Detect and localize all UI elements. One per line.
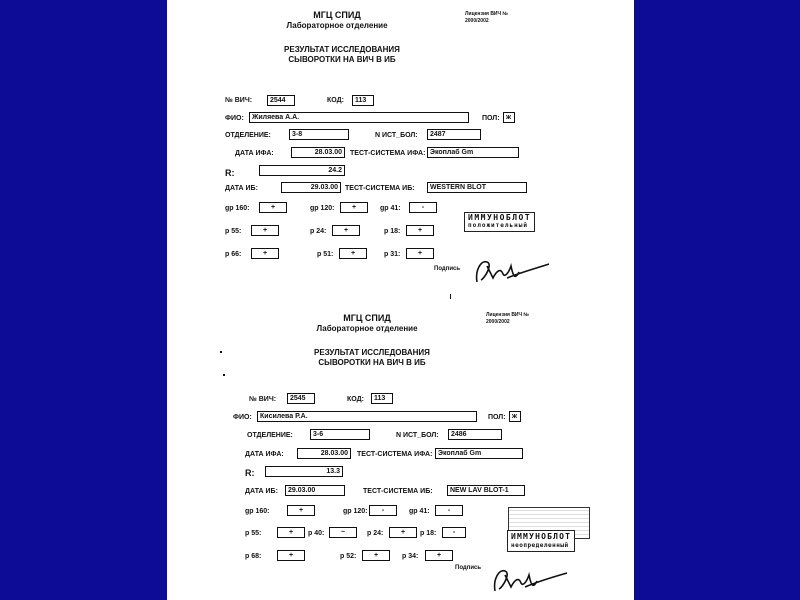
r-label: R: — [245, 468, 255, 478]
department-field: 3-8 — [289, 129, 349, 140]
ib-date-field: 29.03.00 — [285, 485, 345, 496]
protein-label: p 18: — [420, 530, 437, 537]
protein-value: + — [259, 202, 287, 213]
hiv-number-field: 2544 — [267, 95, 295, 106]
fio-label: ФИО: — [233, 414, 252, 421]
protein-value: + — [389, 527, 417, 538]
protein-value: + — [362, 550, 390, 561]
hiv-number-label: № ВИЧ: — [225, 97, 253, 104]
r-label: R: — [225, 168, 235, 178]
protein-label: p 66: — [225, 251, 242, 258]
ifa-system-label: ТЕСТ-СИСТЕМА ИФА: — [350, 150, 426, 157]
protein-value: + — [277, 527, 305, 538]
code-field: 113 — [371, 393, 393, 404]
protein-value: + — [406, 248, 434, 259]
protein-label: p 34: — [402, 553, 419, 560]
ib-system-label: ТЕСТ-СИСТЕМА ИБ: — [345, 185, 415, 192]
stamp-line-2: положительный — [468, 222, 528, 229]
code-label: КОД: — [327, 97, 344, 104]
protein-label: p 51: — [317, 251, 334, 258]
code-field: 113 — [352, 95, 374, 106]
protein-value: + — [340, 202, 368, 213]
sex-field: ж — [503, 112, 515, 123]
protein-label: gp 41: — [409, 508, 430, 515]
protein-value: - — [369, 505, 397, 516]
ib-system-label: ТЕСТ-СИСТЕМА ИБ: — [363, 488, 433, 495]
sex-label: ПОЛ: — [482, 115, 500, 122]
result-title-2: СЫВОРОТКИ НА ВИЧ В ИБ — [318, 358, 426, 367]
ifa-system-field: Экоплаб Gm — [435, 448, 523, 459]
protein-label: p 24: — [367, 530, 384, 537]
license-line-2: 2000/2002 — [486, 319, 510, 325]
protein-label: p 24: — [310, 228, 327, 235]
fio-field: Жиляева А.А. — [249, 112, 469, 123]
ib-system-field: NEW LAV BLOT-1 — [447, 485, 525, 496]
case-history-label: N ИСТ_БОЛ: — [396, 432, 439, 439]
ifa-date-field: 28.03.00 — [291, 147, 345, 158]
protein-value: + — [339, 248, 367, 259]
protein-value: + — [406, 225, 434, 236]
ifa-date-field: 28.03.00 — [297, 448, 351, 459]
license-line-2: 2000/2002 — [465, 18, 489, 24]
fio-label: ФИО: — [225, 115, 244, 122]
protein-value: + — [277, 550, 305, 561]
signature-label: Подпись — [455, 565, 482, 571]
protein-label: gp 160: — [245, 508, 270, 515]
ifa-date-label: ДАТА ИФА: — [245, 451, 284, 458]
protein-value: + — [251, 225, 279, 236]
signature-mark — [467, 250, 557, 290]
case-history-label: N ИСТ_БОЛ: — [375, 132, 418, 139]
hiv-number-label: № ВИЧ: — [249, 396, 277, 403]
stamp-line-1: ИММУНОБЛОТ — [511, 532, 572, 541]
scan-speck — [220, 351, 222, 353]
protein-value: - — [442, 527, 466, 538]
license-line-1: Лицензия ВИЧ № — [486, 312, 530, 318]
protein-label: gp 160: — [225, 205, 250, 212]
result-title-1: РЕЗУЛЬТАТ ИССЛЕДОВАНИЯ — [314, 348, 430, 357]
r-field: 13.3 — [265, 466, 343, 477]
sex-label: ПОЛ: — [488, 414, 506, 421]
ib-date-label: ДАТА ИБ: — [245, 488, 278, 495]
ib-date-field: 29.03.00 — [281, 182, 341, 193]
protein-value: - — [409, 202, 437, 213]
case-history-field: 2486 — [448, 429, 502, 440]
ifa-system-label: ТЕСТ-СИСТЕМА ИФА: — [357, 451, 433, 458]
department-label: ОТДЕЛЕНИЕ: — [247, 432, 293, 439]
ifa-system-field: Экоплаб Gm — [427, 147, 519, 158]
org-name: МГЦ СПИД — [313, 10, 361, 20]
department-label: ОТДЕЛЕНИЕ: — [225, 132, 271, 139]
protein-value: + — [425, 550, 453, 561]
protein-value: + — [251, 248, 279, 259]
code-label: КОД: — [347, 396, 364, 403]
org-name: МГЦ СПИД — [343, 313, 391, 323]
fio-field: Кисилева Р.А. — [257, 411, 477, 422]
protein-label: p 55: — [245, 530, 262, 537]
protein-value: - — [435, 505, 463, 516]
protein-label: p 31: — [384, 251, 401, 258]
department-name: Лабораторное отделение — [286, 21, 388, 30]
ifa-date-label: ДАТА ИФА: — [235, 150, 274, 157]
scan-speck — [450, 294, 451, 299]
protein-value: + — [287, 505, 315, 516]
license-line-1: Лицензия ВИЧ № — [465, 11, 509, 17]
stamp-line-2: неопределенный — [511, 542, 569, 549]
signature-mark — [487, 555, 577, 595]
protein-label: p 55: — [225, 228, 242, 235]
r-field: 24.2 — [259, 165, 345, 176]
ib-system-field: WESTERN BLOT — [427, 182, 527, 193]
protein-label: p 52: — [340, 553, 357, 560]
protein-value: ~ — [329, 527, 357, 538]
scanned-document — [167, 0, 634, 600]
stamp-line-1: ИММУНОБЛОТ — [468, 213, 532, 222]
case-history-field: 2487 — [427, 129, 481, 140]
signature-label: Подпись — [434, 266, 461, 272]
result-title-1: РЕЗУЛЬТАТ ИССЛЕДОВАНИЯ — [284, 45, 400, 54]
protein-label: gp 120: — [343, 508, 368, 515]
protein-label: p 18: — [384, 228, 401, 235]
department-name: Лабораторное отделение — [316, 324, 418, 333]
protein-label: gp 120: — [310, 205, 335, 212]
stamp-immunoblot-positive — [464, 212, 535, 232]
protein-label: gp 41: — [380, 205, 401, 212]
hiv-number-field: 2545 — [287, 393, 315, 404]
protein-label: p 68: — [245, 553, 262, 560]
scan-speck — [223, 374, 225, 376]
department-field: 3-6 — [310, 429, 370, 440]
ib-date-label: ДАТА ИБ: — [225, 185, 258, 192]
protein-label: p 40: — [308, 530, 325, 537]
result-title-2: СЫВОРОТКИ НА ВИЧ В ИБ — [288, 55, 396, 64]
protein-value: + — [332, 225, 360, 236]
stamp-immunoblot-indeterminate — [507, 530, 575, 552]
sex-field: ж — [509, 411, 521, 422]
